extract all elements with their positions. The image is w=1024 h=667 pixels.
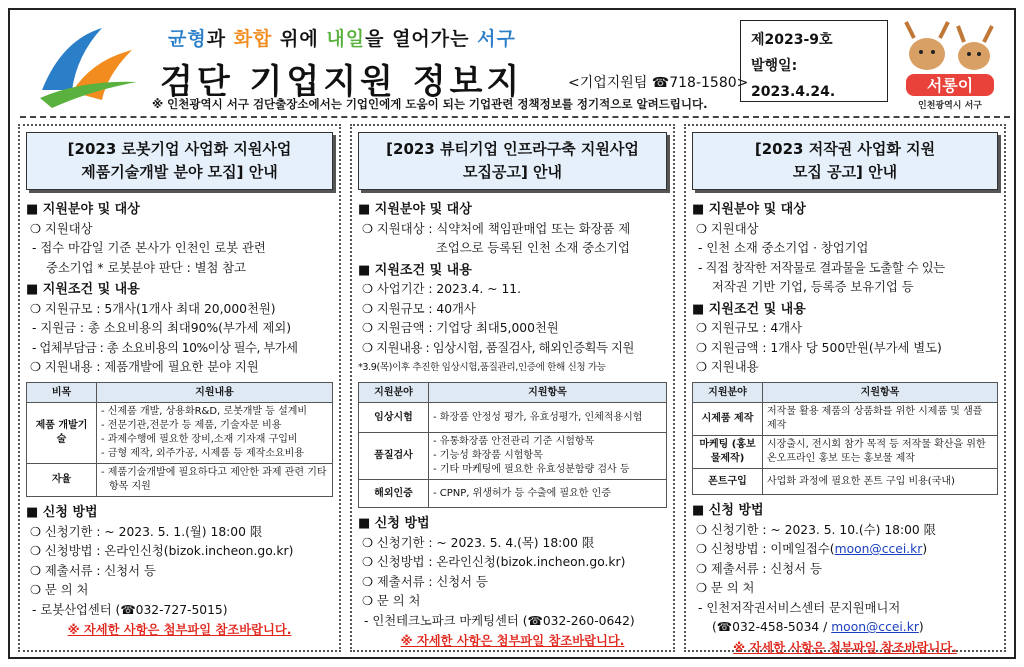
table-row: [693, 403, 998, 436]
table-cell-items: [97, 464, 333, 497]
banner-line: [2023 뷰티기업 인프라구축 지원사업: [386, 140, 639, 158]
email-link[interactable]: moon@ccei.kr: [831, 620, 919, 634]
attachment-notice: [692, 639, 998, 659]
text-line: ❍ 문 의 처: [696, 581, 755, 595]
table-item: - 기능성 화장품 시험항목: [433, 450, 543, 461]
table-row: [693, 469, 998, 495]
table-item: - 신제품 개발, 상용화R&D, 로봇개발 등 설계비: [101, 406, 308, 417]
contact-info: <기업지원팀 ☎718-1580>: [568, 75, 749, 91]
table-cell-category: 해외인증: [359, 480, 429, 508]
section-title: ■ 지원분야 및 대상: [358, 202, 472, 217]
text-line: ❍ 지원내용: [696, 360, 759, 374]
text-line: ❍ 신청기한 : ~ 2023. 5. 4.(목) 18:00 限: [362, 535, 595, 550]
table-cell-category: 임상시험: [359, 403, 429, 433]
column-banner: [358, 132, 667, 190]
section-title: ■ 지원분야 및 대상: [692, 202, 806, 217]
support-table: [26, 382, 333, 498]
table-item: - 화장품 안정성 평가, 유효성평가, 인체적용시험: [433, 411, 643, 423]
table-header: 지원항목: [763, 382, 998, 403]
slogan-word-harmony: 화합: [233, 28, 273, 50]
table-header: 지원분야: [359, 382, 429, 403]
table-header: 지원내용: [97, 382, 333, 403]
text-line: ❍ 신청기한 : ~ 2023. 5. 10.(수) 18:00 限: [696, 522, 936, 537]
slogan-text: 과: [206, 28, 234, 50]
table-item: - 과제수행에 필요한 장비,소재 기자재 구입비: [101, 434, 298, 445]
notice-text: ※ 자세한 사항은 첨부파일 참조바랍니다.: [400, 634, 625, 648]
table-cell-items: [763, 469, 998, 495]
text-fragment: ): [922, 542, 928, 556]
table-cell-category: 품질검사: [359, 433, 429, 480]
table-cell-items: [97, 403, 333, 464]
text-line: - 지원금 : 총 소요비용의 최대90%(부가세 제외): [32, 321, 292, 335]
text-fragment: ): [918, 620, 924, 634]
column-copyright-support: [684, 124, 1006, 655]
table-cell-items: [763, 403, 998, 436]
text-line: - 인천저작권서비스센터 문지원매니저: [698, 600, 901, 615]
column-beauty-support: [350, 124, 675, 652]
table-row: [693, 436, 998, 469]
text-fragment: (☎032-458-5034 /: [712, 620, 832, 634]
table-item: 사업화 과정에 필요한 폰트 구입 비용(국내): [767, 475, 955, 487]
column-banner: [26, 132, 333, 190]
text-line: ❍ 제출서류 : 신청서 등: [362, 574, 488, 589]
text-line: ❍ 제출서류 : 신청서 등: [30, 563, 156, 578]
mascot-icon: [892, 16, 1008, 112]
table-item: 저작물 활용 제품의 상품화를 위한 시제품 및 샘플 제작: [767, 406, 983, 431]
text-line: 조업으로 등록된 인천 소재 중소기업: [436, 241, 630, 255]
section-title: ■ 지원조건 및 내용: [692, 301, 806, 317]
text-line: ❍ 사업기간 : 2023.4. ~ 11.: [362, 282, 522, 296]
column-banner: [692, 132, 998, 190]
table-item: - 전문기관,전문가 등 제품, 기술자문 비용: [101, 420, 282, 431]
banner-line: 제품기술개발 분야 모집] 안내: [81, 163, 278, 181]
text-line: ❍ 신청방법 : 온라인신청(bizok.incheon.go.kr): [362, 555, 626, 569]
slogan: [168, 24, 516, 51]
issue-box: [740, 20, 888, 102]
page-title: 검단 기업지원 정보지: [160, 62, 524, 102]
banner-line: [2023 저작권 사업화 지원: [754, 140, 936, 158]
slogan-text: 위에: [272, 28, 327, 50]
banner-line: [2023 로봇기업 사업화 지원사업: [67, 140, 292, 158]
slogan-word-seogu: 서구: [477, 28, 516, 50]
text-fragment: ❍ 신청방법 : 이메일접수(: [696, 542, 835, 556]
table-item: 시장출시, 전시회 참가 목적 등 저작물 확산을 위한 온오프라인 홍보 또는 홍보물 제작: [767, 439, 986, 464]
table-row: [359, 403, 667, 433]
table-item: - CPNP, 위생허가 등 수출에 필요한 인증: [433, 487, 611, 499]
mascot-name: 서롱이: [926, 76, 974, 95]
text-line: - 로봇산업센터 (☎032-727-5015): [32, 602, 228, 617]
table-item: - 금형 제작, 외주가공, 시제품 등 제작소요비용: [101, 448, 304, 459]
seo-gu-logo-icon: [32, 20, 142, 110]
text-line: - 업체부담금 : 총 소요비용의 10%이상 필수, 부가세: [32, 340, 298, 355]
banner-line: 모집공고] 안내: [462, 163, 563, 181]
attachment-notice: [358, 632, 667, 652]
text-line: ❍ 지원대상: [30, 221, 93, 236]
table-item: - 제품기술개발에 필요하다고 제안한 과제 관련 기타 항목 지원: [101, 467, 327, 492]
text-line: ❍ 지원내용 : 임상시험, 품질검사, 해외인증획득 지원: [362, 340, 635, 355]
notice-text: ※ 자세한 사항은 첨부파일 참조바랍니다.: [733, 640, 957, 655]
text-line: ❍ 지원내용 : 제품개발에 필요한 분야 지원: [30, 360, 259, 374]
column-robot-support: [18, 124, 341, 652]
slogan-word-tomorrow: 내일: [326, 28, 366, 50]
text-line: ❍ 지원규모 : 5개사(1개사 최대 20,000천원): [30, 301, 276, 316]
section-title: ■ 지원분야 및 대상: [26, 202, 140, 217]
text-line: ❍ 제출서류 : 신청서 등: [696, 561, 822, 576]
text-line: ❍ 지원금액 : 1개사 당 500만원(부가세 별도): [696, 340, 942, 355]
text-line: ❍ 지원규모 : 40개사: [362, 301, 476, 316]
header-notice: ※ 인천광역시 서구 검단출장소에서는 기업인에게 도움이 되는 기업관련 정책정보를 정기적으로 알려드립니다.: [152, 97, 708, 111]
column-body: [20, 190, 339, 641]
text-line: - 인천테크노파크 마케팅센터 (☎032-260-0642): [364, 613, 635, 628]
banner-line: 모집 공고] 안내: [792, 163, 898, 181]
text-line: - 접수 마감일 기준 본사가 인천인 로봇 관련: [32, 241, 266, 255]
issue-number: 제2023-9호: [751, 32, 833, 48]
text-line: ❍ 문 의 처: [362, 594, 421, 608]
support-table: [358, 382, 667, 509]
table-row: [27, 464, 333, 497]
table-row: [359, 480, 667, 508]
text-line: ❍ 지원금액 : 기업당 최대5,000천원: [362, 321, 559, 335]
table-cell-category: 자율: [27, 464, 97, 497]
text-line: [692, 540, 998, 560]
table-row: [359, 433, 667, 480]
table-cell-items: [429, 433, 667, 480]
section-title: ■ 지원조건 및 내용: [26, 282, 140, 297]
table-header: 지원분야: [693, 382, 763, 403]
email-link[interactable]: moon@ccei.kr: [834, 542, 923, 556]
column-body: [352, 190, 673, 652]
table-item: - 유통화장품 안전관리 기준 시험항목: [433, 436, 595, 447]
issue-date: 발행일: 2023.4.24.: [751, 58, 836, 100]
section-title: ■ 신청 방법: [692, 503, 764, 518]
support-table: [692, 382, 998, 496]
table-cell-items: [429, 480, 667, 508]
mascot-org: 인천광역시 서구: [918, 101, 982, 111]
table-header: 비목: [27, 382, 97, 403]
text-line: 저작권 기반 기업, 등록증 보유기업 등: [712, 280, 914, 294]
section-title: ■ 신청 방법: [358, 516, 430, 531]
text-line: ❍ 지원대상: [696, 221, 759, 236]
table-cell-category: 마케팅 (홍보물제작): [693, 436, 763, 469]
section-title: ■ 지원조건 및 내용: [358, 262, 472, 278]
text-line: - 인천 소재 중소기업 · 창업기업: [698, 241, 869, 255]
table-cell-items: [763, 436, 998, 469]
table-header: 지원항목: [429, 382, 667, 403]
table-cell-items: [429, 403, 667, 433]
section-title: ■ 신청 방법: [26, 505, 98, 520]
table-item: - 기타 마케팅에 필요한 유효성분함량 검사 등: [433, 464, 630, 475]
text-line: ❍ 지원규모 : 4개사: [696, 321, 802, 335]
text-note: *3.9(목)이후 추진한 임상시험,품질관리,인증에 한해 신청 가능: [358, 362, 606, 373]
text-line: ❍ 신청기한 : ~ 2023. 5. 1.(월) 18:00 限: [30, 524, 263, 539]
text-line: ❍ 문 의 처: [30, 583, 89, 597]
attachment-notice: [26, 621, 333, 641]
text-line: ❍ 신청방법 : 온라인신청(bizok.incheon.go.kr): [30, 544, 294, 558]
notice-text: ※ 자세한 사항은 첨부파일 참조바랍니다.: [67, 623, 292, 637]
text-line: - 직접 창작한 저작물로 결과물을 도출할 수 있는: [698, 260, 945, 275]
slogan-text: 을 열어가는: [365, 28, 478, 50]
slogan-word-balance: 균형: [168, 28, 207, 50]
table-cell-category: 폰트구입: [693, 469, 763, 495]
table-cell-category: 제품 개발기술: [27, 403, 97, 464]
column-body: [686, 190, 1004, 658]
text-line: ❍ 지원대상 : 식약처에 책임판매업 또는 화장품 제: [362, 221, 631, 236]
table-row: [27, 403, 333, 464]
header: [20, 16, 1010, 112]
text-line: 중소기업 * 로봇분야 판단 : 별첨 참고: [46, 260, 247, 275]
table-cell-category: 시제품 제작: [693, 403, 763, 436]
text-line: [692, 618, 998, 638]
divider: [20, 116, 1010, 118]
